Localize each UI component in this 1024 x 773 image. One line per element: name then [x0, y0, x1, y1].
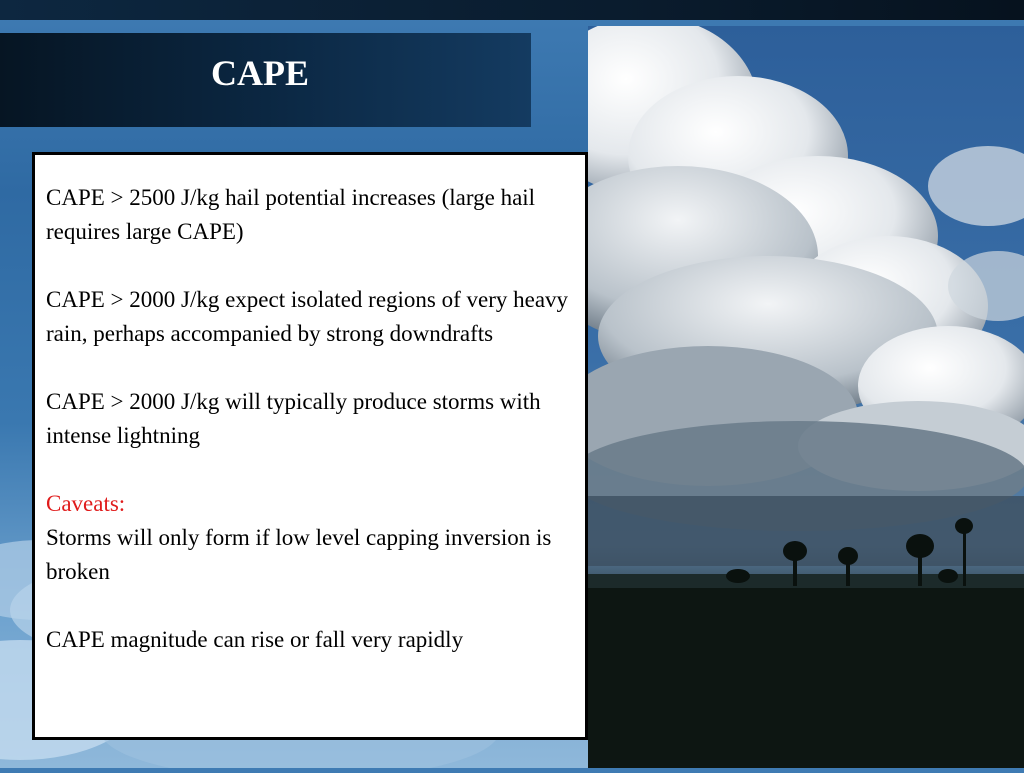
- storm-cloud-photo: [588, 26, 1024, 768]
- caveats-section: [46, 487, 585, 589]
- content-box: [32, 152, 588, 740]
- slide-title: CAPE: [211, 53, 309, 93]
- bullet-heavy-rain: CAPE > 2000 J/kg expect isolated regions of very heavy rain, perhaps accompanied by strong downdrafts: [46, 287, 569, 346]
- top-strip: [0, 0, 1024, 20]
- bullet-hail: CAPE > 2500 J/kg hail potential increases (large hail requires large CAPE): [46, 185, 536, 244]
- caveats-label: Caveats:: [46, 491, 126, 516]
- caveat-capping-inversion: Storms will only form if low level capping inversion is broken: [46, 525, 552, 584]
- caveat-cape-magnitude: CAPE magnitude can rise or fall very rapidly: [46, 627, 464, 652]
- title-bar: [0, 33, 531, 127]
- bullet-lightning: CAPE > 2000 J/kg will typically produce storms with intense lightning: [46, 389, 541, 448]
